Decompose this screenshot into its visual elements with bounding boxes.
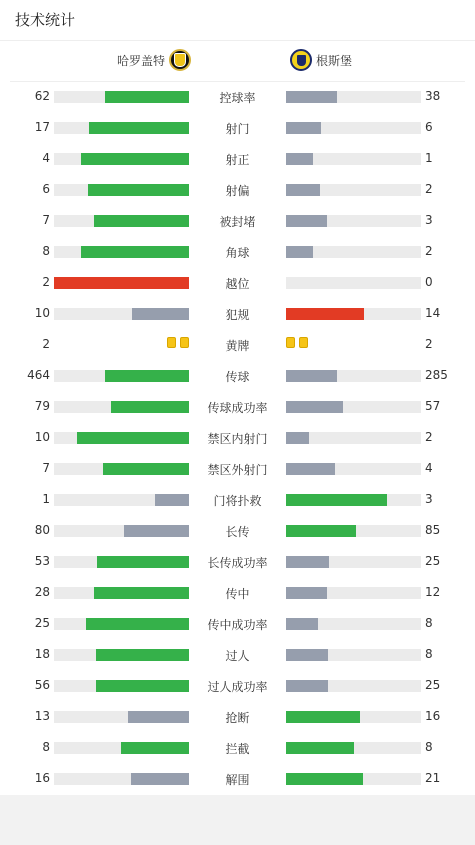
home-stat-bar-fill [96, 649, 189, 661]
away-stat-bar [286, 742, 421, 754]
home-stat-value: 7 [42, 461, 50, 475]
away-stat-bar-fill [286, 587, 327, 599]
away-stat-bar-fill [286, 618, 318, 630]
home-stat-value: 25 [34, 616, 50, 630]
home-stat-bar-fill [105, 370, 189, 382]
home-stat-bar-fill [111, 401, 189, 413]
stat-label: 抢断 [225, 711, 250, 725]
home-stat-bar [54, 556, 189, 568]
home-stat-bar [54, 153, 189, 165]
stat-label: 过人 [225, 649, 250, 663]
away-stat-bar [286, 711, 421, 723]
stat-row [0, 118, 475, 138]
home-stat-bar-fill [121, 742, 189, 754]
away-stat-bar [286, 494, 421, 506]
home-team-name: 哈罗盖特 [116, 53, 165, 68]
away-stat-bar-fill [286, 680, 328, 692]
home-stat-bar-fill [94, 587, 189, 599]
home-stat-bar [54, 215, 189, 227]
away-stat-value: 12 [425, 585, 441, 599]
away-stat-bar-fill [286, 525, 356, 537]
home-stat-bar-fill [132, 308, 189, 320]
stat-row [0, 273, 475, 293]
home-yellow-cards [165, 337, 189, 348]
stat-label: 被封堵 [219, 215, 256, 229]
away-stat-bar [286, 463, 421, 475]
home-stat-value: 13 [34, 709, 50, 723]
home-stat-bar-fill [128, 711, 189, 723]
stat-label: 射正 [225, 153, 250, 167]
away-stat-value: 4 [425, 461, 433, 475]
away-stat-bar-fill [286, 494, 387, 506]
stat-label: 传球成功率 [207, 401, 268, 415]
away-stat-bar [286, 184, 421, 196]
home-stat-bar-fill [96, 680, 189, 692]
stat-row [0, 645, 475, 665]
home-stat-bar-fill [94, 215, 189, 227]
home-stat-bar [54, 680, 189, 692]
away-stat-bar-fill [286, 215, 327, 227]
home-stat-value: 56 [34, 678, 50, 692]
away-stat-value: 2 [425, 244, 433, 258]
away-stat-value: 57 [425, 399, 441, 413]
away-stat-bar [286, 246, 421, 258]
home-stat-value: 2 [42, 275, 50, 289]
away-stat-bar-fill [286, 432, 309, 444]
away-stat-value: 8 [425, 740, 433, 754]
stat-row [0, 87, 475, 107]
home-stat-value: 18 [34, 647, 50, 661]
away-stat-bar [286, 587, 421, 599]
home-stat-value: 53 [34, 554, 50, 568]
stat-label: 传中成功率 [207, 618, 268, 632]
home-stat-bar-fill [81, 246, 189, 258]
away-stat-value: 1 [425, 151, 433, 165]
away-stat-value: 8 [425, 647, 433, 661]
home-stat-bar-fill [124, 525, 189, 537]
yellow-card-icon [286, 337, 295, 348]
home-stat-bar [54, 587, 189, 599]
away-stat-bar-fill [286, 556, 329, 568]
away-team-name: 根斯堡 [316, 53, 353, 68]
home-stat-value: 6 [42, 182, 50, 196]
home-stat-value: 80 [34, 523, 50, 537]
away-stat-value: 2 [425, 337, 433, 351]
away-stat-bar [286, 370, 421, 382]
away-stat-bar-fill [286, 246, 313, 258]
home-stat-bar [54, 525, 189, 537]
away-stat-value: 25 [425, 554, 441, 568]
stat-label: 控球率 [219, 91, 256, 105]
away-stat-bar [286, 215, 421, 227]
stat-label: 越位 [225, 277, 250, 291]
yellow-card-icon [180, 337, 189, 348]
yellow-card-icon [167, 337, 176, 348]
stat-label: 黄牌 [225, 339, 250, 353]
home-stat-bar [54, 494, 189, 506]
away-stat-bar [286, 525, 421, 537]
stat-row [0, 366, 475, 386]
yellow-card-icon [299, 337, 308, 348]
home-stat-bar-fill [54, 277, 189, 289]
stat-row [0, 211, 475, 231]
stat-row [0, 428, 475, 448]
away-stat-bar [286, 401, 421, 413]
away-stat-value: 2 [425, 430, 433, 444]
away-stat-bar-fill [286, 122, 321, 134]
home-stat-bar-fill [155, 494, 189, 506]
away-team-logo-icon [290, 49, 312, 71]
away-stat-bar-fill [286, 463, 335, 475]
home-stat-bar-fill [88, 184, 189, 196]
away-stat-bar [286, 277, 421, 289]
away-stat-bar [286, 680, 421, 692]
home-stat-bar [54, 122, 189, 134]
stat-label: 犯规 [225, 308, 250, 322]
stat-row [0, 149, 475, 169]
away-team[interactable] [290, 49, 352, 71]
away-stat-bar [286, 308, 421, 320]
stat-label: 射偏 [225, 184, 250, 198]
home-stat-bar-fill [81, 153, 189, 165]
stat-label: 门将扑救 [213, 494, 262, 508]
away-stat-bar [286, 556, 421, 568]
stat-label: 拦截 [225, 742, 250, 756]
home-stat-bar-fill [77, 432, 189, 444]
away-stat-bar [286, 153, 421, 165]
home-stat-bar [54, 184, 189, 196]
stat-row [0, 707, 475, 727]
home-stat-bar [54, 711, 189, 723]
away-stat-value: 6 [425, 120, 433, 134]
home-stat-value: 7 [42, 213, 50, 227]
home-stat-bar [54, 401, 189, 413]
stat-row [0, 397, 475, 417]
teams-header [10, 41, 465, 82]
home-stat-bar [54, 246, 189, 258]
away-stat-value: 16 [425, 709, 441, 723]
away-stat-bar [286, 773, 421, 785]
home-stat-value: 464 [27, 368, 50, 382]
home-stat-bar [54, 463, 189, 475]
away-stat-value: 3 [425, 213, 433, 227]
away-stat-value: 21 [425, 771, 441, 785]
home-stat-bar [54, 649, 189, 661]
panel-title: 技术统计 [0, 0, 475, 41]
away-stat-bar-fill [286, 184, 320, 196]
home-stat-value: 62 [34, 89, 50, 103]
home-stat-value: 10 [34, 430, 50, 444]
stat-label: 角球 [225, 246, 250, 260]
away-stat-bar [286, 649, 421, 661]
away-stat-bar-fill [286, 153, 313, 165]
home-stat-bar-fill [103, 463, 189, 475]
home-team-logo-icon [169, 49, 191, 71]
home-stat-value: 1 [42, 492, 50, 506]
away-stat-bar-fill [286, 370, 337, 382]
away-stat-bar [286, 122, 421, 134]
home-stat-bar-fill [105, 91, 189, 103]
stat-label: 解围 [225, 773, 250, 787]
stat-label: 传中 [225, 587, 250, 601]
away-stat-bar [286, 91, 421, 103]
away-stat-value: 38 [425, 89, 441, 103]
home-stat-value: 10 [34, 306, 50, 320]
home-stat-bar-fill [131, 773, 189, 785]
away-stat-bar [286, 618, 421, 630]
home-stat-bar [54, 308, 189, 320]
home-stat-bar [54, 742, 189, 754]
home-stat-value: 79 [34, 399, 50, 413]
away-stat-bar-fill [286, 773, 363, 785]
stat-row [0, 676, 475, 696]
away-stat-value: 85 [425, 523, 441, 537]
stat-row [0, 552, 475, 572]
home-stat-value: 4 [42, 151, 50, 165]
home-stat-bar [54, 432, 189, 444]
home-stat-bar [54, 277, 189, 289]
stat-row [0, 459, 475, 479]
stat-row [0, 304, 475, 324]
stat-label: 禁区内射门 [207, 432, 268, 446]
stat-label: 禁区外射门 [207, 463, 268, 477]
home-team[interactable] [117, 49, 191, 71]
stat-row [0, 490, 475, 510]
stat-label: 传球 [225, 370, 250, 384]
home-stat-value: 2 [42, 337, 50, 351]
home-stat-bar-fill [86, 618, 189, 630]
stat-label: 长传 [225, 525, 250, 539]
stat-row [0, 180, 475, 200]
away-stat-bar [286, 432, 421, 444]
away-stat-value: 285 [425, 368, 448, 382]
away-stat-bar-fill [286, 742, 354, 754]
stat-label: 射门 [225, 122, 250, 136]
away-stat-bar-fill [286, 401, 343, 413]
stat-row [0, 583, 475, 603]
away-yellow-cards [286, 337, 310, 348]
home-stat-value: 17 [34, 120, 50, 134]
stat-row [0, 614, 475, 634]
away-stat-bar-fill [286, 649, 328, 661]
home-stat-bar [54, 773, 189, 785]
stat-label: 过人成功率 [207, 680, 268, 694]
away-stat-value: 3 [425, 492, 433, 506]
away-stat-value: 14 [425, 306, 441, 320]
home-stat-bar [54, 91, 189, 103]
stat-row [0, 521, 475, 541]
away-stat-value: 0 [425, 275, 433, 289]
stat-row [0, 738, 475, 758]
stat-row [0, 769, 475, 789]
away-stat-bar-fill [286, 308, 364, 320]
away-stat-bar-fill [286, 711, 360, 723]
home-stat-bar-fill [97, 556, 189, 568]
home-stat-value: 28 [34, 585, 50, 599]
home-stat-bar [54, 618, 189, 630]
away-stat-value: 8 [425, 616, 433, 630]
stat-row [0, 242, 475, 262]
stat-label: 长传成功率 [207, 556, 268, 570]
home-stat-value: 16 [34, 771, 50, 785]
home-stat-bar-fill [89, 122, 189, 134]
away-stat-value: 2 [425, 182, 433, 196]
away-stat-value: 25 [425, 678, 441, 692]
away-stat-bar-fill [286, 91, 337, 103]
home-stat-value: 8 [42, 244, 50, 258]
home-stat-value: 8 [42, 740, 50, 754]
home-stat-bar [54, 370, 189, 382]
stat-row [0, 335, 475, 355]
